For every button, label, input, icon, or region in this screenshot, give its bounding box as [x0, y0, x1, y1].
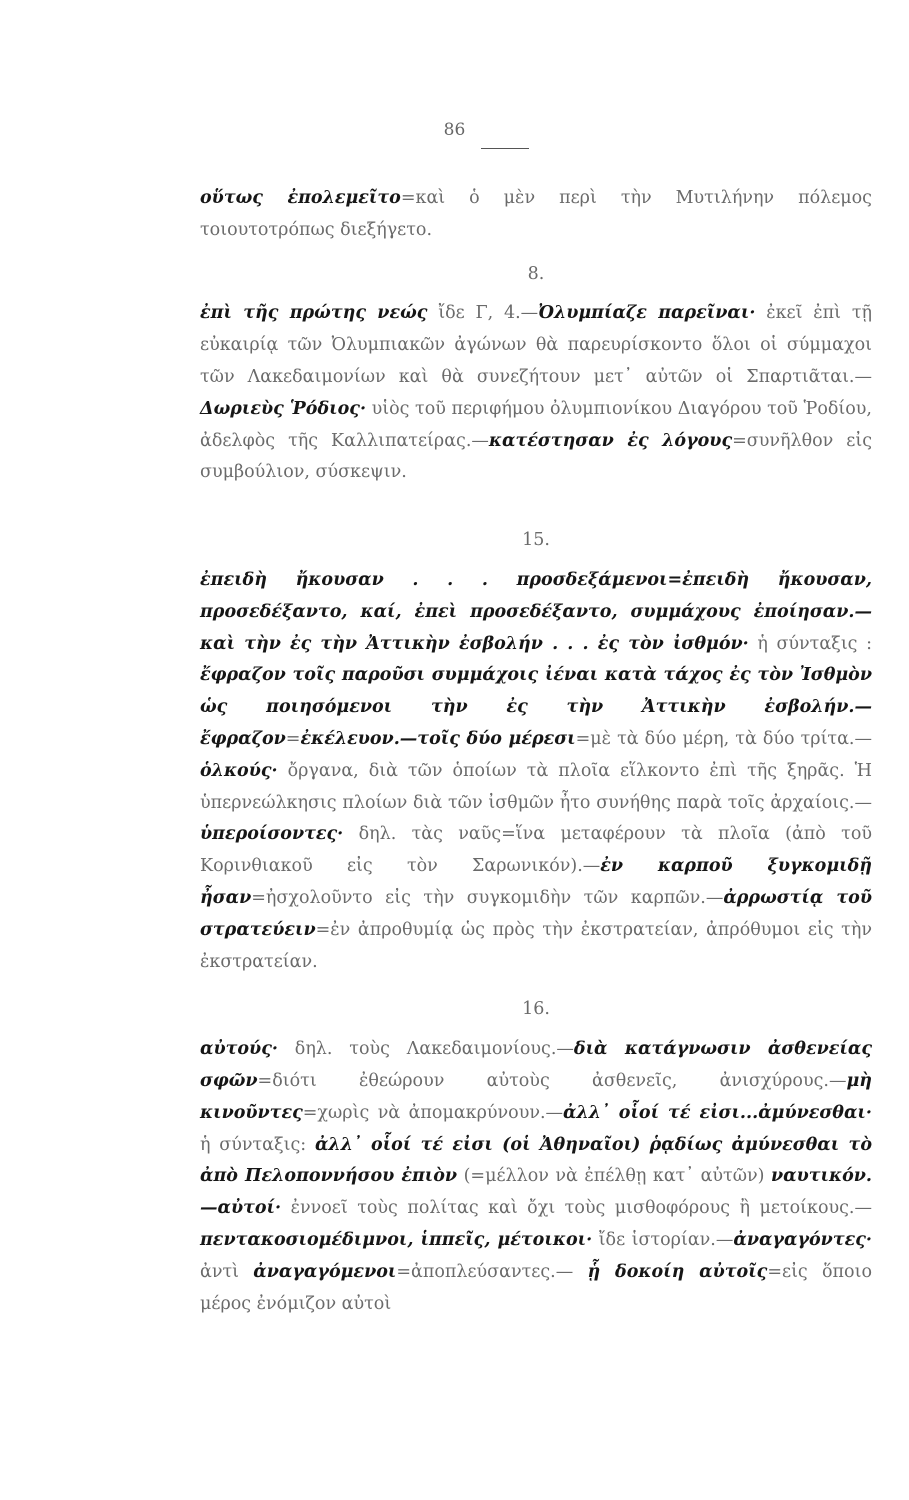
lemma-text: ἐκέλευον.—τοῖς δύο μέρεσι — [300, 728, 576, 749]
paragraph-16 — [200, 1034, 872, 1320]
gloss-text: δηλ. τὰς ναῦς=ἵνα μεταφέρουν τὰ πλοῖα (ἀπὸ τοῦ Κορινθιακοῦ εἰς τὸν Σαρωνικόν).— — [200, 824, 872, 877]
lemma-text: πεντακοσιομέδιμνοι, ἱππεῖς, μέτοικοι· — [200, 1229, 593, 1250]
paragraph-15 — [200, 565, 872, 978]
section-number-16: 16. — [522, 999, 550, 1020]
gloss-text: ἴδε ἱστορίαν.— — [592, 1229, 734, 1250]
gloss-text: ἡ σύνταξις : — [748, 633, 872, 654]
lemma-text: ἀναγαγόμενοι — [253, 1261, 397, 1282]
gloss-text: ὄργανα, διὰ τῶν ὁποίων τὰ πλοῖα εἵλκοντο ἐπὶ τῆς ξηρᾶς. Ἡ ὑπερνεώλκησις πλοίων διὰ τῶν ἰσθμῶν ἦτο συνήθης παρὰ τοῖς ἀρχαίοις.— — [200, 760, 872, 813]
paragraph-intro — [200, 183, 872, 247]
lemma-text: ὁλκούς· — [200, 760, 278, 781]
lemma-text: ἐπὶ τῆς πρώτης νεώς — [200, 303, 428, 324]
gloss-text: ἐκεῖ ἐπὶ τῇ εὐκαιρίᾳ τῶν Ὀλυμπιακῶν ἀγώνων θὰ παρευρίσκοντο ὅλοι οἱ σύμμαχοι τῶν Λακεδαιμονίων καὶ θὰ συνεζήτουν μετ᾽ αὐτῶν οἱ Σπαρτιᾶται.— — [200, 303, 873, 387]
header-rule — [481, 148, 529, 149]
lemma-text: διὰ κατάγνωσιν ἀσθενείας σφῶν — [200, 1039, 872, 1091]
section-number-15: 15. — [522, 530, 550, 551]
gloss-text: =καὶ ὁ μὲν περὶ τὴν Μυτιλήνην πόλεμος τοιουτοτρόπως διεξήγετο. — [200, 188, 872, 240]
gloss-text: υἱὸς τοῦ περιφήμου ὀλυμπιονίκου Διαγόρου τοῦ Ῥοδίου, ἀδελφὸς τῆς Καλλιπατείρας.— — [200, 398, 872, 451]
commentary-text — [200, 183, 872, 1320]
gloss-text: =ἀποπλεύσαντες.— — [396, 1261, 588, 1282]
lemma-text: κατέστησαν ἐς λόγους — [488, 430, 733, 451]
lemma-text: ἐν καρποῦ ξυγκομιδῇ ἦσαν — [200, 856, 872, 908]
lemma-text: ἀναγαγόντες· — [733, 1229, 872, 1250]
gloss-text: (=μέλλον νὰ ἐπέλθῃ κατ᾽ αὐτῶν) — [457, 1166, 771, 1187]
lemma-text: ᾗ δοκοίη αὐτοῖς — [587, 1261, 768, 1282]
lemma-text: ἔφραζον τοῖς παροῦσι συμμάχοις ἰέναι κατὰ τάχος ἐς τὸν Ἰσθμὸν ὡς ποιησόμενοι τὴν ἐς τὴν Ἀττικὴν ἐσβολήν.—ἔφραζον — [200, 665, 872, 749]
gloss-text: =εἰς ὅποιο μέρος ἐνόμιζον αὐτοὶ — [200, 1261, 872, 1314]
lemma-text: ἀλλ᾽ οἷοί τέ εἰσι...ἀμύνεσθαι· — [563, 1102, 872, 1123]
gloss-text: ἴδε Γ, 4.— — [427, 303, 539, 324]
lemma-text: ναυτικόν.—αὐτοί· — [200, 1166, 873, 1219]
gloss-text: = — [285, 728, 301, 749]
lemma-text: οὕτως ἐπολεμεῖτο — [200, 188, 401, 208]
gloss-text: =μὲ τὰ δύο μέρη, τὰ δύο τρίτα.— — [575, 728, 872, 749]
lemma-text: ἀρρωστίᾳ τοῦ στρατεύειν — [200, 887, 872, 940]
gloss-text: δηλ. τοὺς Λακεδαιμονίους.— — [277, 1039, 574, 1060]
lemma-text: ἐπειδὴ ἤκουσαν . . . προσδεξάμενοι=ἐπειδὴ ἤκουσαν, προσεδέξαντο, καί, ἐπεὶ προσεδέξαντο, συμμάχους ἐποίησαν.—καὶ τὴν ἐς τὴν Ἀττικὴν ἐσβολήν . . . ἐς τὸν ἰσθμόν· — [200, 569, 872, 654]
gloss-text: =χωρὶς νὰ ἀπομακρύνουν.— — [302, 1102, 564, 1123]
section-number-8: 8. — [527, 263, 545, 284]
gloss-text: ἡ σύνταξις: — [200, 1134, 315, 1155]
gloss-text: =ἠσχολοῦντο εἰς τὴν συγκομιδὴν τῶν καρπῶν.— — [251, 887, 724, 908]
lemma-text: ἀλλ᾽ οἷοί τέ εἰσι (οἱ Ἀθηναῖοι) ῥᾳδίως ἀμύνεσθαι τὸ ἀπὸ Πελοποννήσου ἐπιὸν — [200, 1134, 872, 1187]
gloss-text: =ἐν ἀπροθυμίᾳ ὡς πρὸς τὴν ἐκστρατείαν, ἀπρόθυμοι εἰς τὴν ἐκστρατείαν. — [200, 919, 872, 972]
lemma-text: Ὀλυμπίαζε παρεῖναι· — [538, 303, 756, 324]
lemma-text: μὴ κινοῦντες — [200, 1070, 872, 1123]
gloss-text: =συνῆλθον εἰς συμβούλιον, σύσκεψιν. — [200, 430, 873, 483]
lemma-text: αὐτούς· — [200, 1039, 278, 1060]
gloss-text: =διότι ἐθεώρουν αὐτοὺς ἀσθενεῖς, ἀνισχύρους.— — [257, 1070, 847, 1091]
gloss-text: ἀντὶ — [200, 1261, 254, 1282]
gloss-text: ἐννοεῖ τοὺς πολίτας καὶ ὄχι τοὺς μισθοφόρους ἢ μετοίκους.— — [281, 1198, 872, 1219]
paragraph-8 — [200, 298, 872, 489]
lemma-text: ὑπεροίσοντες· — [200, 824, 344, 845]
page-number: 86 — [443, 120, 466, 140]
lemma-text: Δωριεὺς Ῥόδιος· — [200, 398, 367, 419]
